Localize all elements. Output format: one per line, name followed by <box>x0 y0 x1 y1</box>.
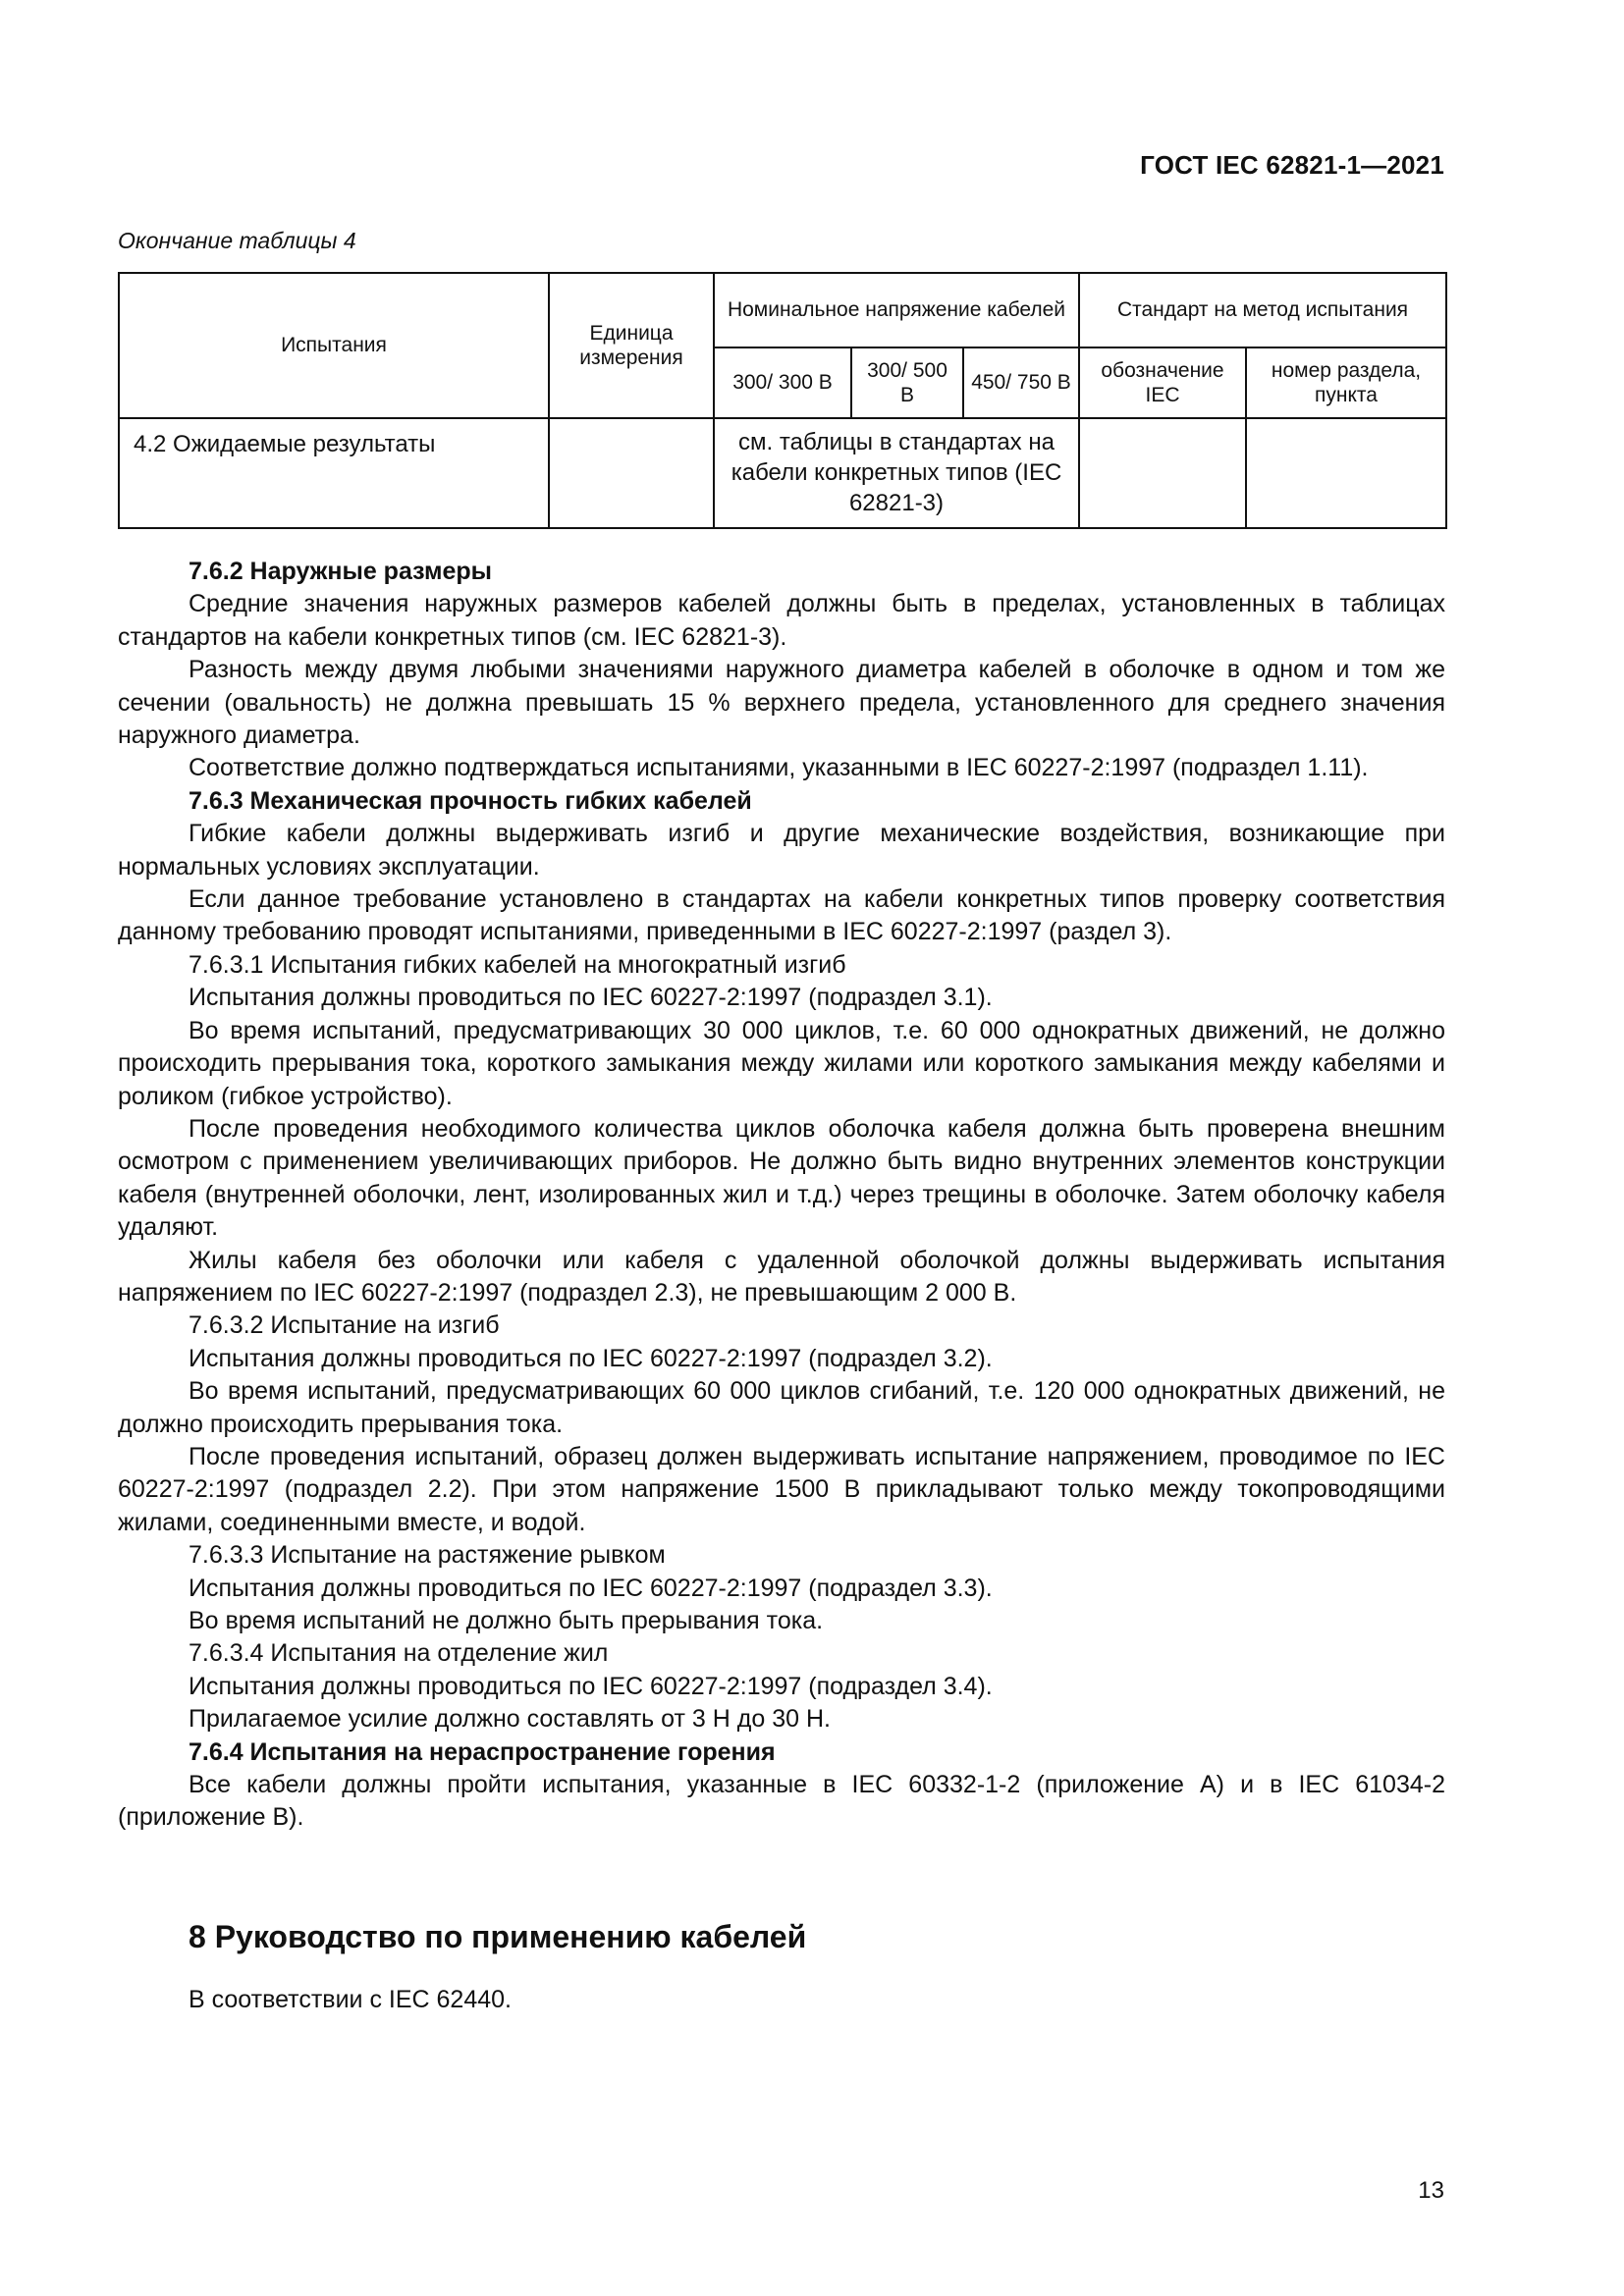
section-8-text: В соответствии с IEC 62440. <box>189 1986 512 2013</box>
paragraph: 7.6.3.1 Испытания гибких кабелей на многократный изгиб <box>189 950 846 979</box>
table-4 <box>118 272 1447 529</box>
paragraph: Во время испытаний, предусматривающих 30 000 циклов, т.е. 60 000 однократных движений, не должно происходить прерывания тока, короткого замыкания между жилами или короткого замыкания между кабелями и роликом (гибкое устройство). <box>118 1016 1445 1110</box>
paragraph: Жилы кабеля без оболочки или кабеля с удаленной оболочкой должны выдерживать испытания напряжением по IEC 60227-2:1997 (подраздел 2.3), не превышающим 2 000 В. <box>118 1246 1445 1307</box>
row-expected-results: 4.2 Ожидаемые результаты <box>119 418 549 528</box>
section-heading: 7.6.4 Испытания на нераспространение горения <box>189 1737 776 1766</box>
row-iec-empty <box>1079 418 1246 528</box>
paragraph: Средние значения наружных размеров кабелей должны быть в пределах, установленных в таблицах стандартов на кабели конкретных типов (см. IEC 62821-3). <box>118 590 1445 651</box>
header-voltage-300-500: 300/ 500 В <box>851 347 963 418</box>
header-unit: Единица измерения <box>549 273 714 418</box>
header-iec-designation: обозначение IEC <box>1079 347 1246 418</box>
paragraph: 7.6.3.2 Испытание на изгиб <box>189 1311 500 1340</box>
header-voltage-450-750: 450/ 750 В <box>963 347 1079 418</box>
table-caption: Окончание таблицы 4 <box>118 228 356 253</box>
section-heading: 7.6.3 Механическая прочность гибких кабелей <box>189 786 752 815</box>
paragraph: 7.6.3.3 Испытание на растяжение рывком <box>189 1541 666 1570</box>
paragraph: Гибкие кабели должны выдерживать изгиб и другие механические воздействия, возникающие при нормальных условиях эксплуатации. <box>118 820 1445 881</box>
section-8-title: 8 Руководство по применению кабелей <box>189 1919 807 1954</box>
page-number: 13 <box>1418 2177 1444 2204</box>
paragraph: Во время испытаний не должно быть прерывания тока. <box>189 1607 824 1634</box>
paragraph: Если данное требование установлено в стандартах на кабели конкретных типов проверку соответствия данному требованию проводят испытаниями, приведенными в IEC 60227-2:1997 (раздел 3). <box>118 885 1445 946</box>
paragraph: Испытания должны проводиться по IEC 60227-2:1997 (подраздел 3.2). <box>189 1344 993 1372</box>
paragraph: Разность между двумя любыми значениями наружного диаметра кабелей в оболочке в одном и том же сечении (овальность) не должна превышать 15 % верхнего предела, установленного для среднего значения наружного диаметра. <box>118 656 1445 750</box>
paragraph: Испытания должны проводиться по IEC 60227-2:1997 (подраздел 3.1). <box>189 984 993 1012</box>
row-unit-empty <box>549 418 714 528</box>
paragraph: Во время испытаний, предусматривающих 60 000 циклов сгибаний, т.е. 120 000 однократных движений, не должно происходить прерывания тока. <box>118 1377 1445 1438</box>
paragraph: Испытания должны проводиться по IEC 60227-2:1997 (подраздел 3.3). <box>189 1574 993 1602</box>
header-standard: Стандарт на метод испытания <box>1079 273 1446 347</box>
paragraph: Прилагаемое усилие должно составлять от 3 Н до 30 Н. <box>189 1705 831 1734</box>
header-voltage-300-300: 300/ 300 В <box>714 347 851 418</box>
header-voltage: Номинальное напряжение кабелей <box>714 273 1079 347</box>
paragraph: Соответствие должно подтверждаться испытаниями, указанными в IEC 60227-2:1997 (подраздел 1.11). <box>189 754 1369 782</box>
paragraph: Все кабели должны пройти испытания, указанные в IEC 60332-1-2 (приложение А) и в IEC 61034-2 (приложение В). <box>118 1771 1445 1832</box>
row-clause-empty <box>1246 418 1446 528</box>
section-heading: 7.6.2 Наружные размеры <box>189 558 492 585</box>
paragraph: После проведения испытаний, образец должен выдерживать испытание напряжением, проводимое по IEC 60227-2:1997 (подраздел 2.2). При этом напряжение 1500 В прикладывают только между токопроводящими жилами, соединенными вместе, и водой. <box>118 1442 1445 1536</box>
document-id-header: ГОСТ IEC 62821-1—2021 <box>1140 150 1444 180</box>
row-voltage-value: см. таблицы в стандартах на кабели конкретных типов (IEC 62821-3) <box>714 418 1079 528</box>
body-text <box>118 556 1445 1835</box>
paragraph: После проведения необходимого количества циклов оболочка кабеля должна быть проверена внешним осмотром с применением увеличивающих приборов. Не должно быть видно внутренних элементов конструкции кабеля (внутренней оболочки, лент, изолированных жил и т.д.) через трещины в оболочке. Затем оболочку кабеля удаляют. <box>118 1114 1445 1242</box>
paragraph: 7.6.3.4 Испытания на отделение жил <box>189 1639 609 1668</box>
paragraph: Испытания должны проводиться по IEC 60227-2:1997 (подраздел 3.4). <box>189 1672 993 1700</box>
header-clause-number: номер раздела, пункта <box>1246 347 1446 418</box>
header-tests: Испытания <box>119 273 549 418</box>
